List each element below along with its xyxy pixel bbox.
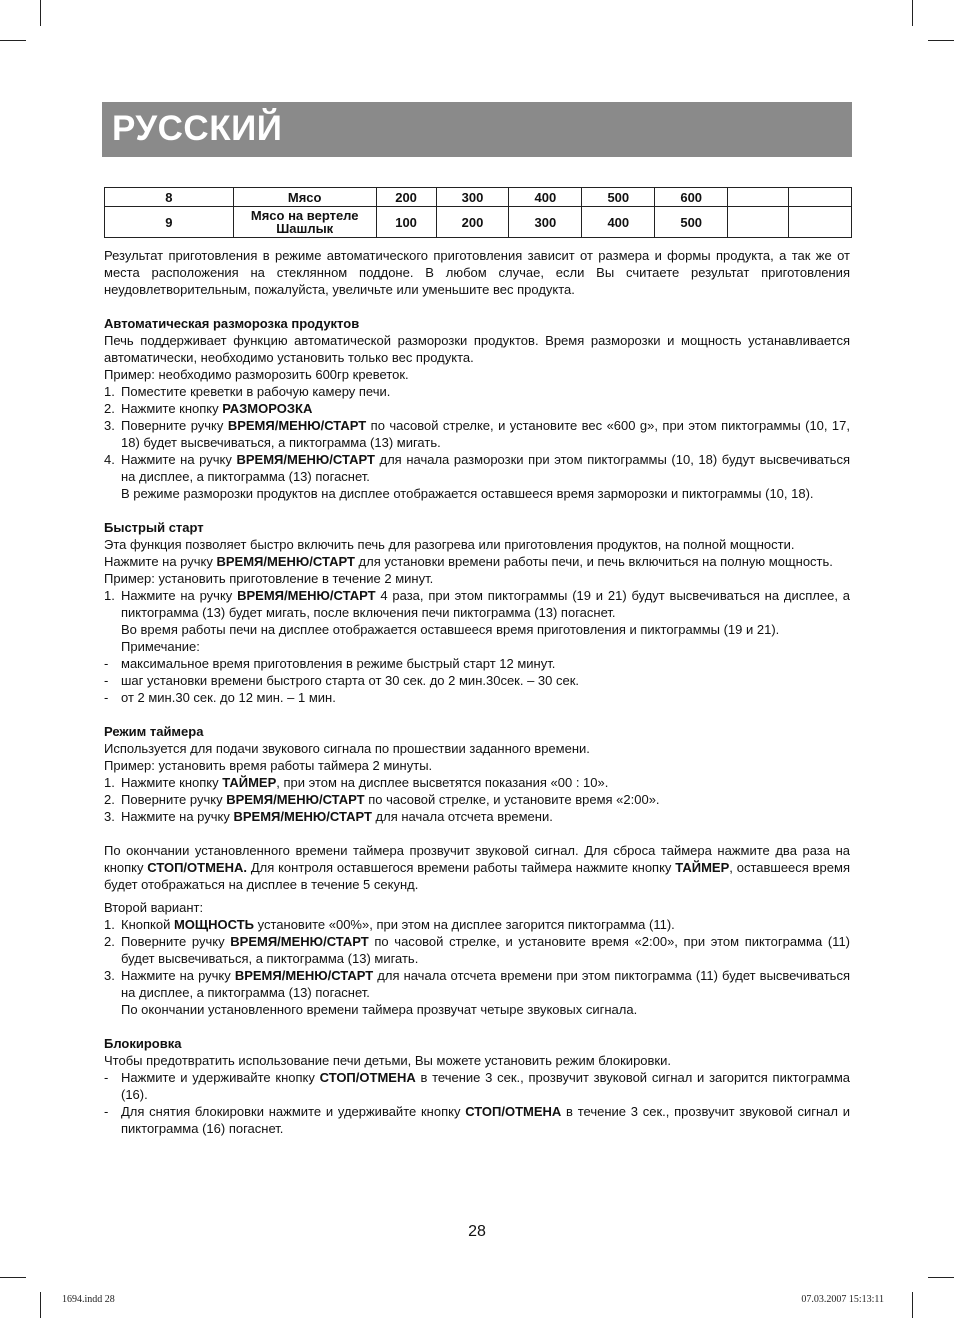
list-item bbox=[104, 400, 850, 417]
list-number: 2. bbox=[104, 401, 115, 416]
list-item bbox=[104, 1103, 850, 1137]
list-text: Поверните ручку bbox=[121, 792, 227, 807]
list-text: Нажмите на ручку bbox=[121, 809, 234, 824]
table-cell: 100 bbox=[376, 207, 436, 238]
dash-bullet: - bbox=[104, 1104, 109, 1119]
table-cell: 300 bbox=[509, 207, 582, 238]
table-cell: 500 bbox=[655, 207, 728, 238]
table-cell: Мясо bbox=[233, 188, 376, 207]
table-cell: 8 bbox=[105, 188, 234, 207]
crop-mark bbox=[40, 0, 41, 26]
list-item bbox=[104, 916, 850, 933]
list-text: Для снятия блокировки нажмите и удерживайте кнопку bbox=[121, 1104, 466, 1119]
button-name: ТАЙМЕР bbox=[222, 775, 277, 790]
button-name: ВРЕМЯ/МЕНЮ/СТАРТ bbox=[234, 968, 374, 983]
table-cell: 300 bbox=[436, 188, 509, 207]
list-item bbox=[104, 774, 850, 791]
section-header bbox=[102, 102, 852, 157]
table-cell: 500 bbox=[582, 188, 655, 207]
table-cell: Мясо на вертеле Шашлык bbox=[233, 207, 376, 238]
list-text: Поместите креветки в рабочую камеру печи. bbox=[121, 384, 391, 399]
paragraph: Используется для подачи звукового сигнала по прошествии заданного времени. bbox=[104, 741, 590, 756]
list-text: Нажмите кнопку bbox=[121, 775, 223, 790]
page-number: 28 bbox=[468, 1223, 486, 1240]
paragraph: Эта функция позволяет быстро включить печь для разогрева или приготовления продуктов, на полной мощности. bbox=[104, 537, 795, 552]
footer-date: 07.03.2007 15:13:11 bbox=[801, 1294, 884, 1305]
paragraph bbox=[104, 842, 850, 893]
list-item bbox=[104, 689, 850, 706]
list-item bbox=[104, 808, 850, 825]
list-item bbox=[104, 933, 850, 967]
button-name: МОЩНОСТЬ bbox=[173, 917, 255, 932]
section-heading-defrost: Автоматическая разморозка продуктов bbox=[104, 316, 360, 331]
crop-mark bbox=[928, 1277, 954, 1278]
paragraph: Пример: установить приготовление в течение 2 минут. bbox=[104, 571, 434, 586]
list-number: 2. bbox=[104, 934, 115, 949]
table-cell: 600 bbox=[655, 188, 728, 207]
list-text: в течение 3 сек., прозвучит звуковой сигнал и пиктограмма (16) погаснет. bbox=[121, 1104, 850, 1136]
table-cell: 400 bbox=[509, 188, 582, 207]
list-text: для начала отсчета времени при этом пиктограмма (11) будет высвечиваться на дисплее, а пиктограмма (13) погаснет. bbox=[121, 968, 850, 1000]
note-label: Примечание: bbox=[121, 639, 200, 654]
paragraph bbox=[104, 553, 850, 570]
section-heading-timer: Режим таймера bbox=[104, 724, 204, 739]
footer-file: 1694.indd 28 bbox=[62, 1294, 115, 1305]
table-row bbox=[105, 207, 852, 238]
crop-mark bbox=[912, 1292, 913, 1318]
crop-mark bbox=[928, 40, 954, 41]
list-number: 3. bbox=[104, 809, 115, 824]
table-cell bbox=[728, 207, 789, 238]
list-text: 4 раза, при этом пиктограммы (19 и 21) будут высвечиваться на дисплее, а пиктограмма (13) будет мигать, после включения печи пиктограмма (13) погаснет. bbox=[121, 588, 850, 620]
list-text: Кнопкой bbox=[121, 917, 174, 932]
list-item bbox=[104, 587, 850, 621]
list-text: максимальное время приготовления в режиме быстрый старт 12 минут. bbox=[121, 656, 556, 671]
dash-bullet: - bbox=[104, 673, 109, 688]
text: для установки времени работы печи, и печь включиться на полную мощность. bbox=[354, 554, 833, 569]
text: По окончании установленного времени таймера прозвучит звуковой сигнал. Для сброса таймера нажмите два раза на кнопку bbox=[104, 843, 850, 875]
crop-mark bbox=[0, 1277, 26, 1278]
button-name: ВРЕМЯ/МЕНЮ/СТАРТ bbox=[237, 588, 376, 603]
button-name: ТАЙМЕР bbox=[675, 860, 730, 875]
note-paragraph: Во время работы печи на дисплее отображается оставшееся время приготовления и пиктограммы (19 и 21). bbox=[121, 622, 780, 637]
page-title: РУССКИЙ bbox=[112, 109, 283, 148]
list-number: 1. bbox=[104, 588, 115, 603]
list-item bbox=[104, 383, 850, 400]
table-cell bbox=[789, 207, 852, 238]
list-item bbox=[104, 672, 850, 689]
list-text: Нажмите и удерживайте кнопку bbox=[121, 1070, 320, 1085]
table-cell bbox=[789, 188, 852, 207]
list-text: по часовой стрелке, и установите время «2:00», при этом пиктограмма (11) будет высвечиваться, а пиктограмма (13) мигать. bbox=[121, 934, 851, 966]
list-number: 1. bbox=[104, 384, 115, 399]
table-cell: 9 bbox=[105, 207, 234, 238]
list-text: для начала разморозки при этом пиктограммы (10, 18) будут высвечиваться на дисплее, а пиктограмма (13) погаснет. bbox=[121, 452, 850, 484]
button-name: ВРЕМЯ/МЕНЮ/СТАРТ bbox=[233, 809, 372, 824]
list-text: Нажмите на ручку bbox=[121, 588, 238, 603]
list-item bbox=[104, 655, 850, 672]
weight-table bbox=[104, 187, 852, 238]
button-name: ВРЕМЯ/МЕНЮ/СТАРТ bbox=[216, 554, 355, 569]
table-cell bbox=[728, 188, 789, 207]
list-text: , при этом на дисплее высветятся показания «00 : 10». bbox=[276, 775, 609, 790]
dash-bullet: - bbox=[104, 1070, 109, 1085]
list-text: для начала отсчета времени. bbox=[371, 809, 553, 824]
list-text: по часовой стрелке, и установите время «2:00». bbox=[364, 792, 660, 807]
list-text: по часовой стрелке, и установите вес «600 g», при этом пиктограммы (10, 17, 18) будет высвечиваться, а пиктограмма (13) мигать. bbox=[121, 418, 850, 450]
list-text: Нажмите на ручку bbox=[121, 968, 235, 983]
button-name: СТОП/ОТМЕНА bbox=[319, 1070, 416, 1085]
crop-mark bbox=[0, 40, 26, 41]
list-text: Нажмите на ручку bbox=[121, 452, 237, 467]
button-name: СТОП/ОТМЕНА. bbox=[147, 860, 247, 875]
paragraph: Пример: установить время работы таймера 2 минуты. bbox=[104, 758, 433, 773]
list-number: 3. bbox=[104, 418, 115, 433]
paragraph: Печь поддерживает функцию автоматической разморозки продуктов. Время разморозки и мощность устанавливается автоматически, необходимо установить только вес продукта. bbox=[104, 333, 850, 365]
table-cell: 200 bbox=[436, 207, 509, 238]
button-name: РАЗМОРОЗКА bbox=[222, 401, 313, 416]
list-text: от 2 мин.30 сек. до 12 мин. – 1 мин. bbox=[121, 690, 336, 705]
list-number: 1. bbox=[104, 775, 115, 790]
list-item bbox=[104, 451, 850, 485]
dash-bullet: - bbox=[104, 656, 109, 671]
button-name: ВРЕМЯ/МЕНЮ/СТАРТ bbox=[230, 934, 369, 949]
crop-mark bbox=[40, 1292, 41, 1318]
list-text: Поверните ручку bbox=[121, 418, 228, 433]
section-heading-quick-start: Быстрый старт bbox=[104, 520, 204, 535]
paragraph: Второй вариант: bbox=[104, 900, 204, 915]
note-paragraph: В режиме разморозки продуктов на дисплее отображается оставшееся время зарморозки и пиктограммы (10, 18). bbox=[121, 486, 814, 501]
list-item bbox=[104, 1069, 850, 1103]
list-number: 3. bbox=[104, 968, 115, 983]
paragraph: Пример: необходимо разморозить 600гр креветок. bbox=[104, 367, 409, 382]
list-text: в течение 3 сек., прозвучит звуковой сигнал и загорится пиктограмма (16). bbox=[121, 1070, 851, 1102]
text: , оставшееся время будет отображаться на дисплее в течение 5 секунд. bbox=[104, 860, 850, 892]
text: Нажмите на ручку bbox=[104, 554, 217, 569]
list-text: шаг установки времени быстрого старта от 30 сек. до 2 мин.30сек. – 30 сек. bbox=[121, 673, 580, 688]
intro-paragraph: Результат приготовления в режиме автоматического приготовления зависит от размера и формы продукта, а так же от места расположения на стеклянном поддоне. В любом случае, если Вы считаете результат приготовления неудовлетворительным, пожалуйста, увеличьте или уменьшите вес продукта. bbox=[104, 248, 850, 297]
list-text: Нажмите кнопку bbox=[121, 401, 223, 416]
page-content bbox=[104, 247, 850, 1137]
list-item bbox=[104, 791, 850, 808]
crop-mark bbox=[912, 0, 913, 26]
table-row bbox=[105, 188, 852, 207]
list-text: Поверните ручку bbox=[121, 934, 231, 949]
list-item bbox=[104, 417, 850, 451]
dash-bullet: - bbox=[104, 690, 109, 705]
list-number: 1. bbox=[104, 917, 115, 932]
button-name: ВРЕМЯ/МЕНЮ/СТАРТ bbox=[236, 452, 375, 467]
list-number: 2. bbox=[104, 792, 115, 807]
section-heading-lock: Блокировка bbox=[104, 1036, 182, 1051]
list-item bbox=[104, 967, 850, 1001]
list-text: установите «00%», при этом на дисплее загорится пиктограмма (11). bbox=[254, 917, 675, 932]
button-name: СТОП/ОТМЕНА bbox=[465, 1104, 562, 1119]
paragraph: Чтобы предотвратить использование печи детьми, Вы можете установить режим блокировки. bbox=[104, 1053, 671, 1068]
button-name: ВРЕМЯ/МЕНЮ/СТАРТ bbox=[227, 418, 367, 433]
table-cell: 400 bbox=[582, 207, 655, 238]
button-name: ВРЕМЯ/МЕНЮ/СТАРТ bbox=[226, 792, 365, 807]
list-number: 4. bbox=[104, 452, 115, 467]
table-cell: 200 bbox=[376, 188, 436, 207]
note-paragraph: По окончании установленного времени таймера прозвучат четыре звуковых сигнала. bbox=[121, 1002, 638, 1017]
text: Для контроля оставшегося времени работы таймера нажмите кнопку bbox=[247, 860, 676, 875]
